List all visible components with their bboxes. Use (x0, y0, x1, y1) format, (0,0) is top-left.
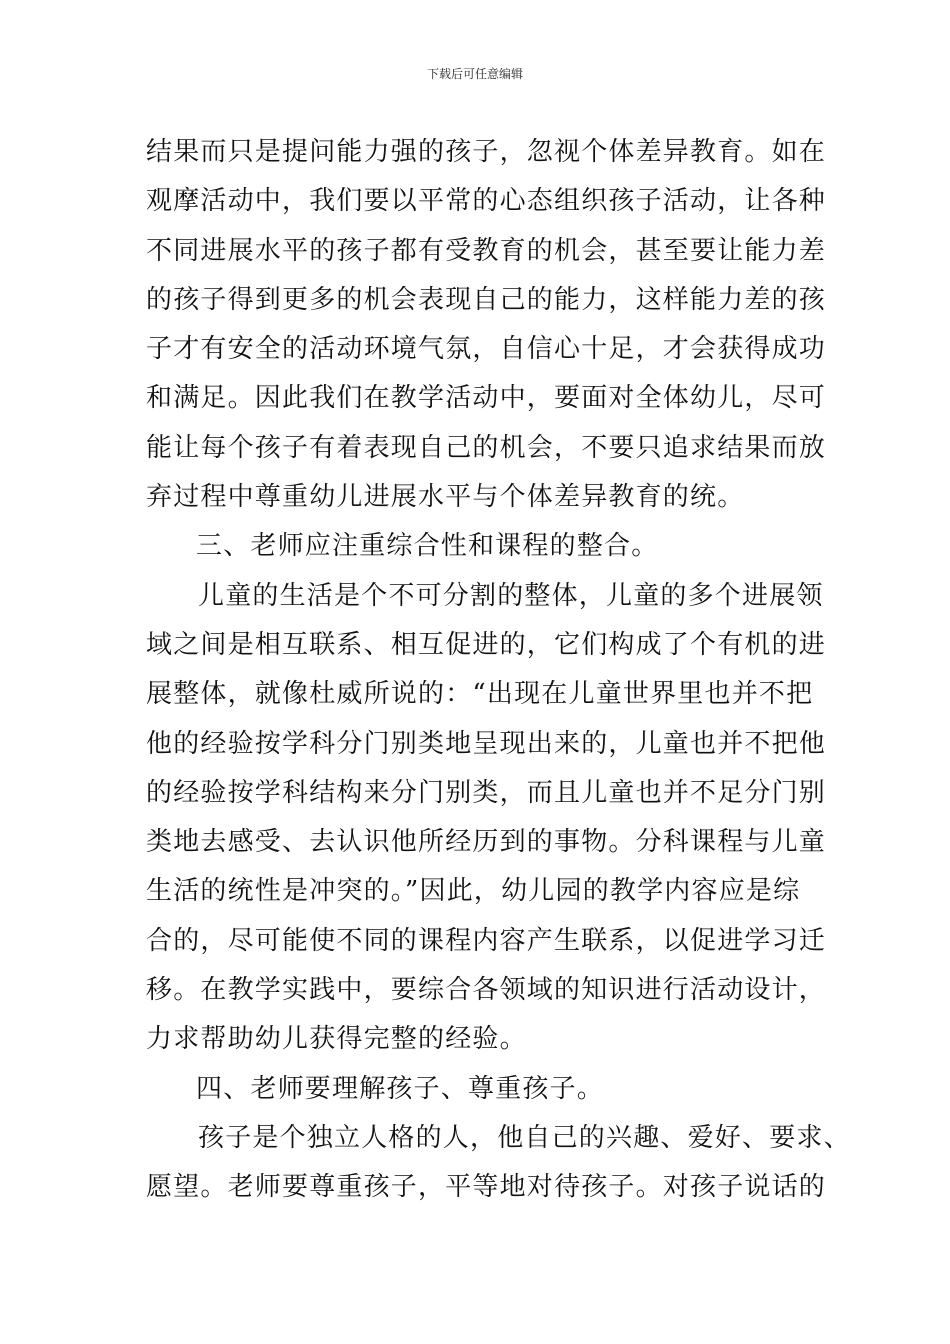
document-body (146, 128, 851, 1213)
body-line: 合的，尽可能使不同的课程内容产生联系，以促进学习迁 (146, 925, 827, 956)
body-line: 力求帮助幼儿获得完整的经验。 (146, 1024, 527, 1055)
body-line: 弃过程中尊重幼儿进展水平与个体差异教育的统。 (146, 482, 745, 513)
body-line: 类地去感受、去认识他所经历到的事物。分科课程与儿童 (146, 827, 827, 858)
body-line: 他的经验按学科分门别类地呈现出来的，儿童也并不把他 (146, 728, 827, 759)
body-line: 的经验按学科结构来分门别类，而且儿童也并不足分门别 (146, 777, 827, 808)
body-line: 结果而只是提问能力强的孩子，忽视个体差异教育。如在 (146, 137, 827, 167)
section-heading: 四、老师要理解孩子、尊重孩子。 (196, 1073, 605, 1104)
body-line: 和满足。因此我们在教学活动中，要面对全体幼儿，尽可 (146, 383, 827, 414)
body-line: 能让每个孩子有着表现自己的机会，不要只追求结果而放 (146, 432, 827, 463)
body-line: 域之间是相互联系、相互促进的，它们构成了个有机的进 (146, 629, 827, 660)
body-line: 的孩子得到更多的机会表现自己的能力，这样能力差的孩 (146, 284, 827, 315)
body-line: 不同进展水平的孩子都有受教育的机会，甚至要让能力差 (146, 235, 827, 266)
body-line: 生活的统性是冲突的。”因此，幼儿园的教学内容应是综 (146, 876, 801, 907)
body-line: 观摩活动中，我们要以平常的心态组织孩子活动，让各种 (146, 186, 827, 217)
body-line: 移。在教学实践中，要综合各领域的知识进行活动设计， (146, 975, 827, 1006)
body-line: 愿望。老师要尊重孩子，平等地对待孩子。对孩子说话的 (146, 1172, 827, 1203)
paragraph-start-line: 孩子是个独立人格的人，他自己的兴趣、爱好、要求、 (198, 1122, 851, 1153)
paragraph-start-line: 儿童的生活是个不可分割的整体，儿童的多个进展领 (198, 580, 824, 611)
body-line: 子才有安全的活动环境气氛，自信心十足，才会获得成功 (146, 334, 827, 365)
page-header: 下载后可任意编辑 (426, 67, 523, 81)
section-heading: 三、老师应注重综合性和课程的整合。 (196, 531, 659, 562)
body-line: 展整体，就像杜威所说的：“出现在儿童世界里也并不把 (146, 679, 814, 710)
